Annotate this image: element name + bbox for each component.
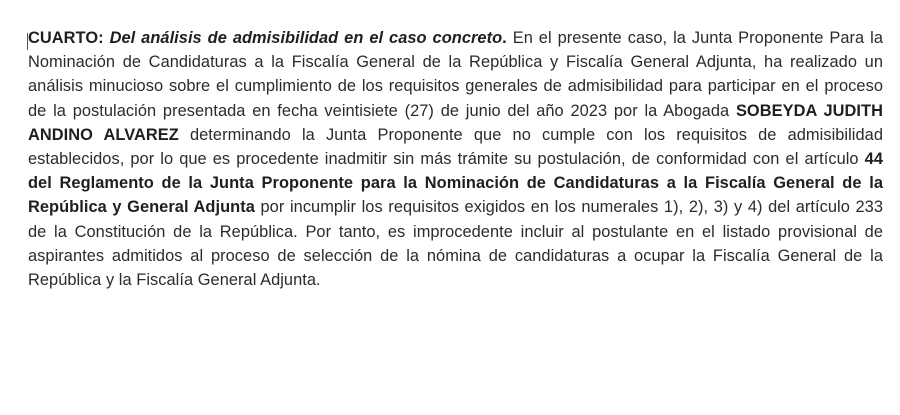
body-text-2: determinando la Junta Proponente que no cumple con los requisitos de admisibilidad establecidos, por lo que es procedente inadmitir sin más trámite su postulación, de conformidad con el artículo xyxy=(28,125,883,169)
section-label: CUARTO: xyxy=(28,29,104,47)
section-title-period: . xyxy=(502,29,507,47)
applicant-name: SOBEYDA JUDITH ANDINO ALVAREZ xyxy=(28,101,883,144)
body-text-1: En el presente caso, la Junta Proponente Para la Nominación de Candidaturas a la Fiscalía General de la República y Fiscalía General Adjunta, ha realizado un análisis minucioso sobre el cumplimiento de los requisitos generales de admisibilidad para participar en el proceso de la postulación presentada en fecha veintisiete (27) de junio del año 2023 por la Abogada xyxy=(28,29,883,120)
section-cuarto-paragraph xyxy=(28,26,883,292)
body-text-3: por incumplir los requisitos exigidos en los numerales 1), 2), 3) y 4) del artículo 233 de la Constitución de la República. Por tanto, es improcedente incluir al postulante en el listado provisional de aspirantes admitidos al proceso de selección de la nómina de candidaturas a ocupar la Fiscalía General de la República y la Fiscalía General Adjunta. xyxy=(28,198,884,290)
section-title: Del análisis de admisibilidad en el caso concreto xyxy=(109,29,503,47)
regulation-reference: 44 del Reglamento de la Junta Proponente para la Nominación de Candidaturas a la Fiscalía General de la República y General Adjunta xyxy=(28,150,883,217)
